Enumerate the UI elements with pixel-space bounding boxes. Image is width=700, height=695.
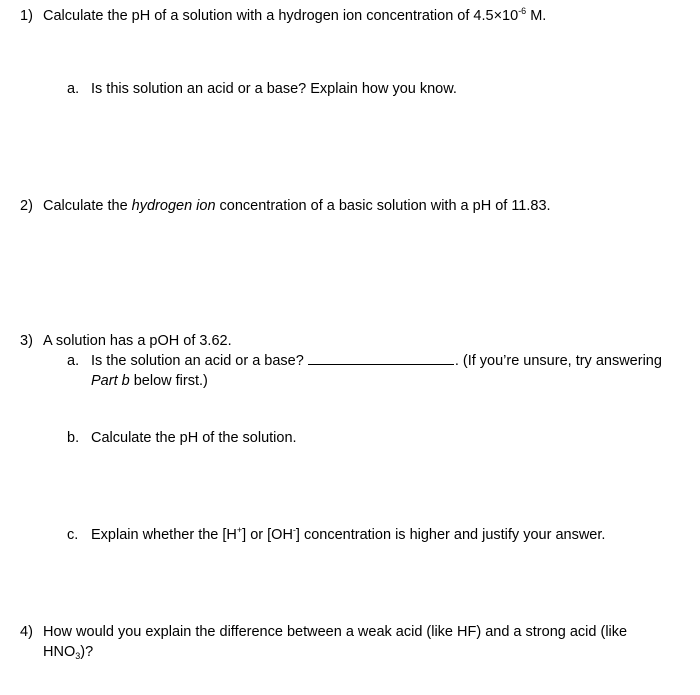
question-1a-text: Is this solution an acid or a base? Explain how you know. (91, 81, 457, 97)
question-4-line2-post: )? (80, 644, 94, 660)
question-3a-line2-post: below first.) (129, 373, 208, 389)
question-4-line2-pre: HNO (43, 644, 76, 660)
question-2-text-pre: Calculate the (43, 198, 132, 214)
answer-blank-line[interactable] (308, 352, 454, 365)
question-1-number: 1) (20, 8, 33, 24)
question-3b-text: Calculate the pH of the solution. (91, 430, 297, 446)
question-3a-text (91, 352, 662, 370)
question-3a-text-post: . (If you’re unsure, try answering (454, 353, 662, 369)
question-3b-letter: b. (67, 430, 80, 446)
question-3c-text (91, 526, 605, 544)
question-4-text-line1: How would you explain the difference between a weak acid (like HF) and a strong acid (like (43, 624, 628, 640)
question-4-number: 4) (20, 624, 33, 640)
question-1-text (43, 7, 546, 25)
question-3-number: 3) (20, 333, 33, 349)
question-3c-text-post: ] concentration is higher and justify your answer. (295, 527, 606, 543)
question-3c-sup-plus: + (236, 525, 243, 535)
question-2-number: 2) (20, 198, 33, 214)
question-3c-letter: c. (67, 527, 79, 543)
question-2-text-italic: hydrogen ion (131, 198, 216, 214)
question-1-text-pre: Calculate the pH of a solution with a hydrogen ion concentration of 4.5×10 (43, 8, 519, 24)
question-2-text-post: concentration of a basic solution with a pH of 11.83. (215, 198, 551, 214)
question-3c-text-pre: Explain whether the [H (91, 527, 237, 543)
question-3a-letter: a. (67, 353, 80, 369)
question-1-exponent: -6 (518, 6, 527, 16)
question-3c-text-mid: ] or [OH (242, 527, 293, 543)
question-3c-sup-minus: - (292, 525, 296, 535)
question-4-subscript: 3 (75, 651, 81, 661)
question-1a-letter: a. (67, 81, 80, 97)
question-4-text-line2 (43, 643, 93, 661)
question-3-text: A solution has a pOH of 3.62. (43, 333, 232, 349)
question-2-text (43, 197, 551, 215)
question-3a-line2-italic: Part b (91, 373, 130, 389)
question-1-text-post: M. (526, 8, 547, 24)
question-3a-text-line2 (91, 372, 208, 390)
question-3a-text-pre: Is the solution an acid or a base? (91, 353, 304, 369)
